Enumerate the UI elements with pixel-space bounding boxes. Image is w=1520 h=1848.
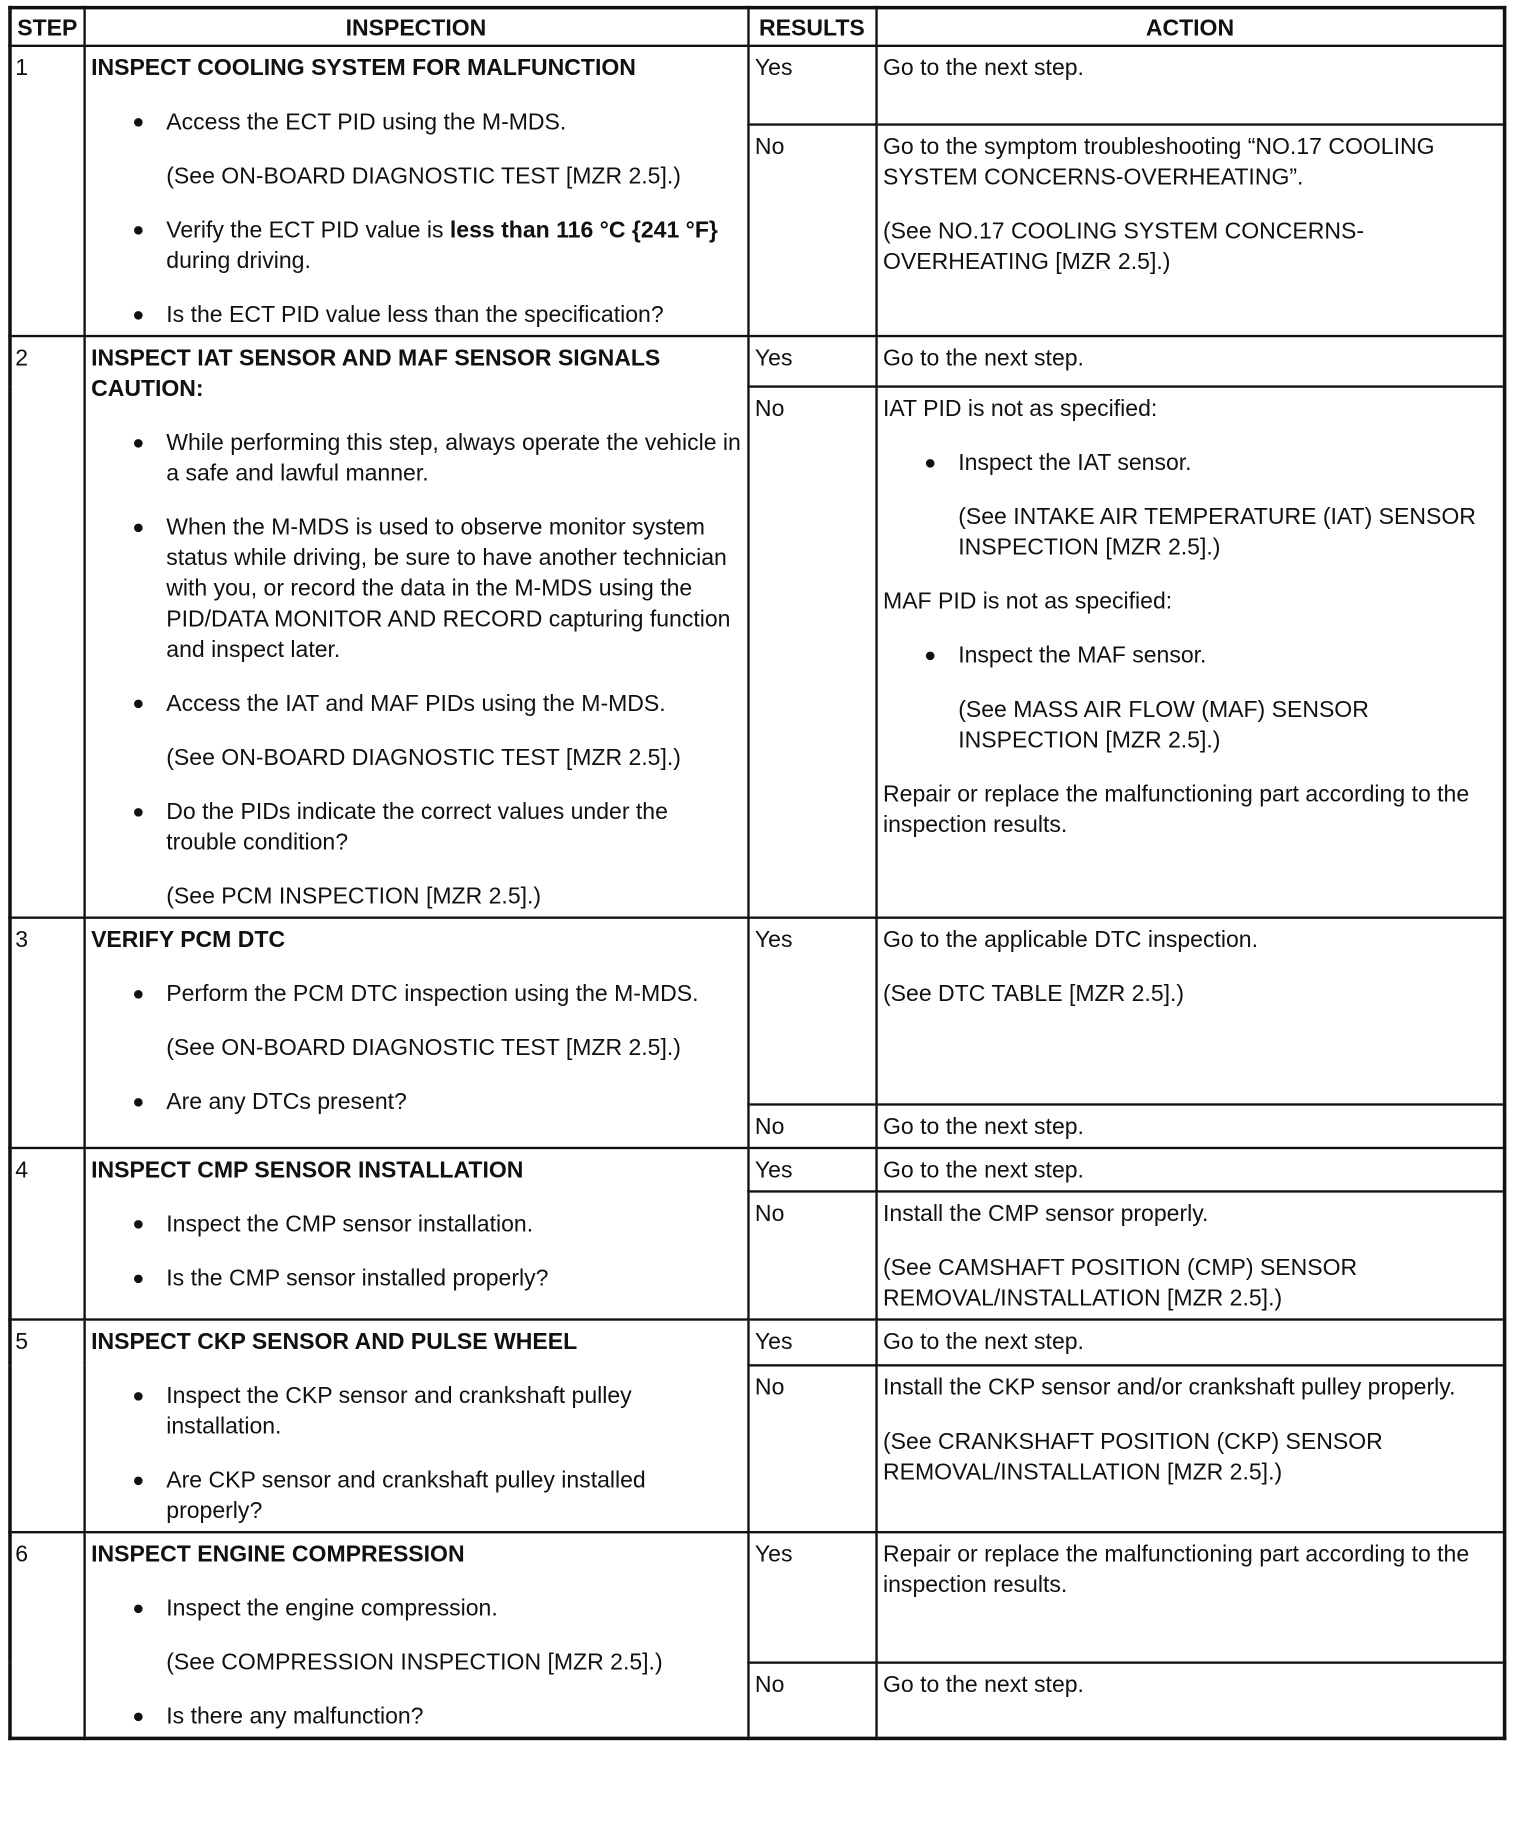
action-reference: (See MASS AIR FLOW (MAF) SENSOR INSPECTION [MZR 2.5].) xyxy=(958,696,1369,754)
header-action: ACTION xyxy=(876,8,1505,46)
header-results: RESULTS xyxy=(748,8,876,46)
bullet-item xyxy=(91,1701,741,1732)
action-reference: (See INTAKE AIR TEMPERATURE (IAT) SENSOR INSPECTION [MZR 2.5].) xyxy=(958,504,1476,561)
step-2-yes-row xyxy=(10,336,1505,387)
action-reference: (See NO.17 COOLING SYSTEM CONCERNS-OVERHEATING [MZR 2.5].) xyxy=(883,218,1365,275)
result-no: No xyxy=(748,1191,876,1319)
action-yes xyxy=(876,336,1505,387)
action-no xyxy=(876,1663,1505,1739)
bullet-item xyxy=(91,689,741,720)
bullet-icon: ● xyxy=(132,1384,145,1407)
step-5-yes-row xyxy=(10,1320,1505,1366)
action-bullet-text: Inspect the MAF sensor. xyxy=(958,642,1207,669)
action-text: IAT PID is not as specified: xyxy=(883,395,1158,422)
bullet-text: Is the ECT PID value less than the specification? xyxy=(166,301,664,328)
bullet-item xyxy=(91,1593,741,1624)
bullet-icon: ● xyxy=(132,1468,145,1492)
action-yes xyxy=(876,1320,1505,1366)
bullet-text-post: during driving. xyxy=(166,247,311,274)
bullet-icon: ● xyxy=(132,692,145,715)
bullet-item xyxy=(91,1087,741,1118)
bullet-item xyxy=(91,300,741,331)
bullet-text: Do the PIDs indicate the correct values under the trouble condition? xyxy=(166,798,668,856)
reference-note: (See ON-BOARD DIAGNOSTIC TEST [MZR 2.5].) xyxy=(166,163,681,190)
action-reference: (See DTC TABLE [MZR 2.5].) xyxy=(883,981,1185,1007)
action-yes xyxy=(876,1148,1505,1191)
action-no xyxy=(876,1365,1505,1532)
action-no xyxy=(876,125,1505,337)
action-text: Repair or replace the malfunctioning part according to the inspection results. xyxy=(883,781,1470,838)
bullet-text: Are any DTCs present? xyxy=(166,1089,407,1116)
step-inspection xyxy=(84,918,748,1148)
result-yes: Yes xyxy=(748,918,876,1105)
step-inspection xyxy=(84,1320,748,1533)
step-number: 6 xyxy=(10,1532,84,1738)
bullet-text: Access the ECT PID using the M-MDS. xyxy=(166,109,567,136)
action-text: Repair or replace the malfunctioning part according to the inspection results. xyxy=(883,1541,1470,1598)
bullet-text: While performing this step, always operate the vehicle in a safe and lawful manner. xyxy=(166,430,741,487)
action-text: Go to the applicable DTC inspection. xyxy=(883,927,1258,953)
action-text: Go to the next step. xyxy=(883,1113,1084,1140)
bullet-icon: ● xyxy=(132,982,145,1005)
action-text: Install the CMP sensor properly. xyxy=(883,1200,1209,1227)
result-yes: Yes xyxy=(748,46,876,125)
action-reference: (See CRANKSHAFT POSITION (CKP) SENSOR REMOVAL/INSTALLATION [MZR 2.5].) xyxy=(883,1428,1383,1486)
bullet-item xyxy=(91,512,741,665)
step-number: 3 xyxy=(10,918,84,1148)
step-number: 5 xyxy=(10,1320,84,1533)
bullet-item xyxy=(91,215,741,276)
bullet-icon: ● xyxy=(132,1090,145,1113)
bullet-icon: ● xyxy=(132,431,145,454)
action-text: Go to the next step. xyxy=(883,1672,1084,1698)
step-6-yes-row xyxy=(10,1532,1505,1662)
reference-note: (See PCM INSPECTION [MZR 2.5].) xyxy=(166,883,542,910)
bullet-text-pre: Verify the ECT PID value is xyxy=(166,217,450,244)
action-text: MAF PID is not as specified: xyxy=(883,588,1173,615)
result-yes: Yes xyxy=(748,1320,876,1366)
step-inspection xyxy=(84,336,748,918)
bullet-icon: ● xyxy=(132,1704,145,1728)
step-title: INSPECT CKP SENSOR AND PULSE WHEEL xyxy=(91,1328,578,1355)
bullet-text: Is the CMP sensor installed properly? xyxy=(166,1265,549,1292)
action-yes xyxy=(876,46,1505,125)
action-bullet xyxy=(883,640,1497,671)
result-yes: Yes xyxy=(748,1148,876,1191)
bullet-text: Inspect the engine compression. xyxy=(166,1595,498,1622)
bullet-text: Is there any malfunction? xyxy=(166,1703,424,1730)
action-no xyxy=(876,1191,1505,1319)
bullet-icon: ● xyxy=(132,800,145,823)
step-title: INSPECT COOLING SYSTEM FOR MALFUNCTION xyxy=(91,55,636,82)
action-text: Install the CKP sensor and/or crankshaft pulley properly. xyxy=(883,1374,1456,1401)
action-text: Go to the next step. xyxy=(883,1328,1084,1355)
result-no: No xyxy=(748,125,876,337)
reference-note: (See ON-BOARD DIAGNOSTIC TEST [MZR 2.5].) xyxy=(166,1035,681,1062)
bullet-item xyxy=(91,1209,741,1240)
bullet-icon: ● xyxy=(132,515,145,539)
bullet-item xyxy=(91,1381,741,1442)
action-yes xyxy=(876,918,1505,1105)
bullet-text: Inspect the CMP sensor installation. xyxy=(166,1211,534,1238)
bullet-text: Are CKP sensor and crankshaft pulley installed properly? xyxy=(166,1467,646,1524)
bullet-text: Perform the PCM DTC inspection using the M-MDS. xyxy=(166,981,699,1007)
bullet-item xyxy=(91,979,741,1010)
header-row xyxy=(10,8,1505,46)
reference-note: (See ON-BOARD DIAGNOSTIC TEST [MZR 2.5].) xyxy=(166,744,681,771)
step-title: VERIFY PCM DTC xyxy=(91,927,286,953)
action-text: Go to the symptom troubleshooting “NO.17 COOLING SYSTEM CONCERNS-OVERHEATING”. xyxy=(883,133,1435,191)
bullet-item xyxy=(91,1263,741,1294)
step-title: INSPECT CMP SENSOR INSTALLATION xyxy=(91,1157,524,1184)
action-no xyxy=(876,1105,1505,1148)
step-title: INSPECT ENGINE COMPRESSION xyxy=(91,1541,465,1568)
bullet-text: Access the IAT and MAF PIDs using the M-MDS. xyxy=(166,690,666,717)
bullet-icon: ● xyxy=(132,1212,145,1235)
action-no xyxy=(876,387,1505,918)
action-yes xyxy=(876,1532,1505,1662)
action-text: Go to the next step. xyxy=(883,1157,1084,1184)
bullet-icon: ● xyxy=(924,451,937,474)
result-no: No xyxy=(748,1663,876,1739)
action-text: Go to the next step. xyxy=(883,345,1084,372)
bullet-icon: ● xyxy=(132,218,145,241)
step-number: 1 xyxy=(10,46,84,336)
reference-note: (See COMPRESSION INSPECTION [MZR 2.5].) xyxy=(166,1649,663,1676)
action-text: Go to the next step. xyxy=(883,55,1084,82)
troubleshooting-table xyxy=(8,6,1506,1740)
result-no: No xyxy=(748,387,876,918)
bullet-icon: ● xyxy=(132,303,145,326)
bullet-icon: ● xyxy=(132,1596,145,1620)
bullet-icon: ● xyxy=(132,1266,145,1289)
bullet-text: When the M-MDS is used to observe monitor system status while driving, be sure to have another technician with you, or record the data in the M-MDS using the PID/DATA MONITOR AND RECORD capturing function and inspect later. xyxy=(166,514,731,663)
step-4-yes-row xyxy=(10,1148,1505,1191)
bullet-item xyxy=(91,428,741,489)
bullet-item xyxy=(91,797,741,858)
step-number: 4 xyxy=(10,1148,84,1320)
action-bullet xyxy=(883,448,1497,479)
step-title: INSPECT IAT SENSOR AND MAF SENSOR SIGNALS xyxy=(91,345,661,372)
result-yes: Yes xyxy=(748,1532,876,1662)
header-step: STEP xyxy=(10,8,84,46)
step-3-yes-row xyxy=(10,918,1505,1105)
header-inspection: INSPECTION xyxy=(84,8,748,46)
bullet-icon: ● xyxy=(924,643,937,667)
step-inspection xyxy=(84,1148,748,1320)
action-reference: (See CAMSHAFT POSITION (CMP) SENSOR REMOVAL/INSTALLATION [MZR 2.5].) xyxy=(883,1254,1358,1312)
step-inspection xyxy=(84,46,748,336)
step-1-yes-row xyxy=(10,46,1505,125)
bullet-icon: ● xyxy=(132,110,145,133)
result-no: No xyxy=(748,1105,876,1148)
result-yes: Yes xyxy=(748,336,876,387)
result-no: No xyxy=(748,1365,876,1532)
bullet-spec-value: less than 116 °C {241 °F} xyxy=(449,217,718,244)
step-number: 2 xyxy=(10,336,84,918)
caution-label: CAUTION: xyxy=(91,376,204,402)
bullet-item xyxy=(91,1465,741,1526)
action-bullet-text: Inspect the IAT sensor. xyxy=(958,450,1192,476)
step-inspection xyxy=(84,1532,748,1738)
bullet-text: Inspect the CKP sensor and crankshaft pulley installation. xyxy=(166,1382,632,1440)
bullet-item xyxy=(91,107,741,138)
